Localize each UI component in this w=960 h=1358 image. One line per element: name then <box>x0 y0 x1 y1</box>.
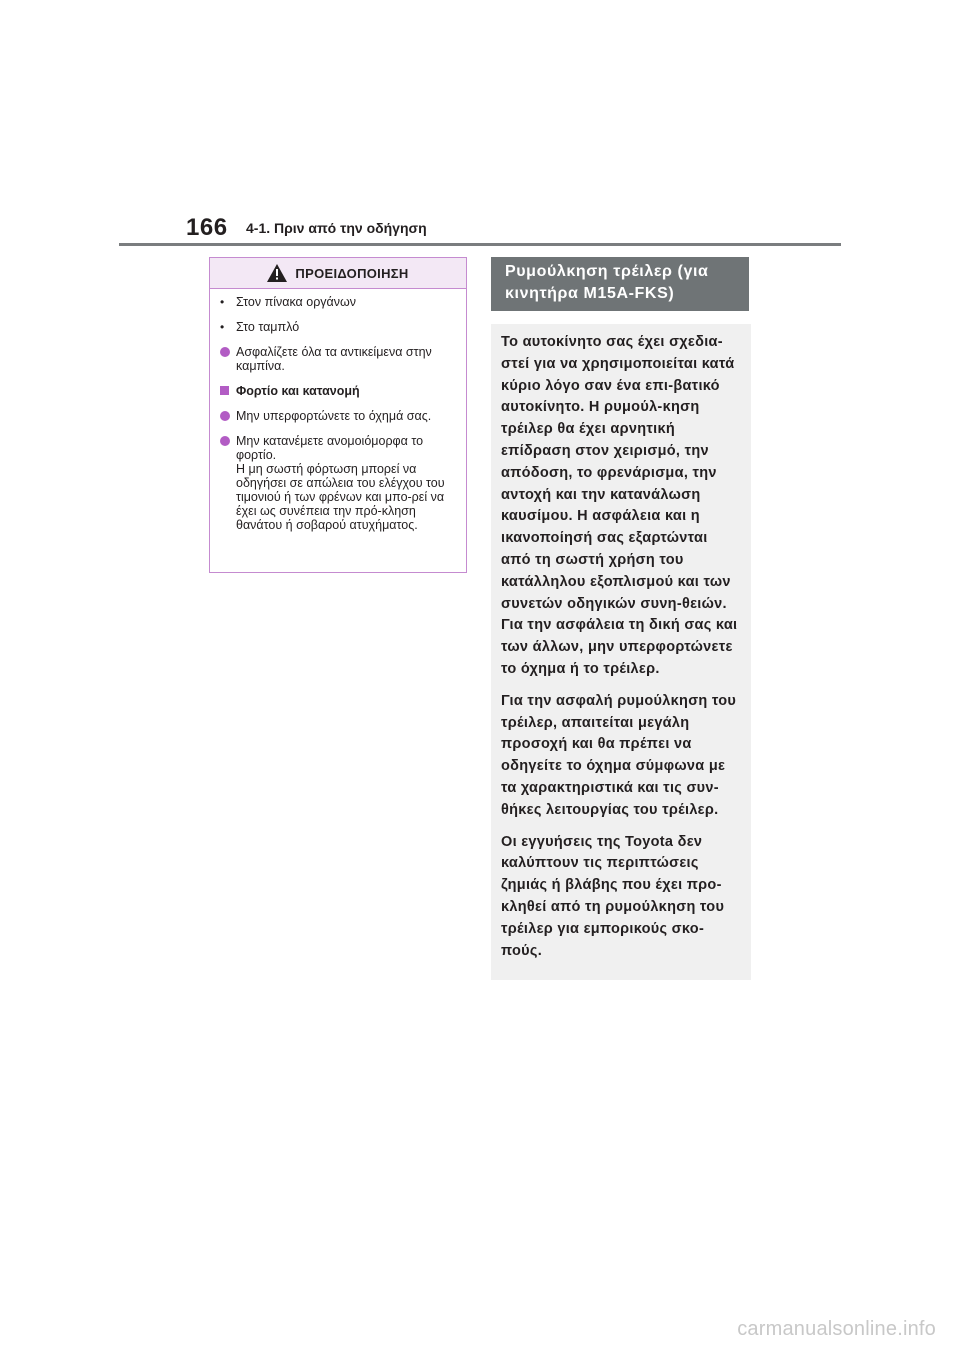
circle-marker-wrap <box>220 434 236 532</box>
topic-paragraph: Οι εγγυήσεις της Toyota δεν καλύπτουν τις περιπτώσεις ζημιάς ή βλάβης που έχει προ-κληθεί από τη ρυμούλκηση του τρέιλερ για εμπορικούς σκο-πούς. <box>501 833 725 959</box>
warning-triangle-icon <box>267 264 287 282</box>
warning-item <box>220 434 456 532</box>
square-marker-wrap <box>220 384 236 398</box>
footer-watermark: carmanualsonline.info <box>737 1318 936 1340</box>
warning-header <box>210 258 466 289</box>
circle-bullet-icon <box>220 436 230 446</box>
circle-marker-wrap <box>220 409 236 423</box>
warning-item-text: Στον πίνακα οργάνων <box>236 295 357 309</box>
warning-item <box>220 345 456 373</box>
topic-header: Ρυμούλκηση τρέιλερ (για κινητήρα M15A-FKS) <box>491 257 749 311</box>
circle-marker-wrap <box>220 345 236 373</box>
topic-box <box>491 324 751 980</box>
circle-bullet-icon <box>220 411 230 421</box>
topic-paragraph: Το αυτοκίνητο σας έχει σχεδια-στεί για να χρησιμοποιείται κατά κύριο λόγο σαν ένα επι-βατικό αυτοκίνητο. Η ρυμούλ-κηση τρέιλερ θα έχει αρνητική επίδραση στον χειρισμό, την απόδοση, το φρενάρισμα, την αντοχή και την κατανάλωση καυσίμου. Η ασφάλεια και η ικανοποίησή σας εξαρτώνται από τη σωστή χρήση του κατάλληλου εξοπλισμού και των συνετών οδηγικών συνη-θειών. Για την ασφάλεια τη δική σας και των άλλων, μην υπερφορτώνετε το όχημα ή το τρέιλερ. <box>501 334 738 677</box>
warning-box <box>209 257 467 573</box>
warning-item <box>220 320 456 334</box>
warning-item <box>220 295 456 309</box>
warning-title: ΠΡΟΕΙΔΟΠΟΙΗΣΗ <box>295 265 409 281</box>
warning-item-text: Στο ταμπλό <box>236 320 300 334</box>
square-bullet-icon <box>220 386 229 395</box>
header-divider <box>119 243 841 246</box>
warning-subheading <box>220 384 456 398</box>
warning-subheading-text: Φορτίο και κατανομή <box>236 384 360 398</box>
warning-item-text: Μην κατανέμετε ανομοιόμορφα το φορτίο. Η μη σωστή φόρτωση μπορεί να οδηγήσει σε απώλεια του ελέγχου του τιμονιού ή των φρένων και μπο-ρεί να έχει ως συνέπεια την πρό-κληση θανάτου ή σοβαρού ατυχήματος. <box>236 434 445 532</box>
topic-paragraph: Για την ασφαλή ρυμούλκηση του τρέιλερ, απαιτείται μεγάλη προσοχή και θα πρέπει να οδηγείτε το όχημα σύμφωνα με τα χαρακτηριστικά και τις συν-θήκες λειτουργίας του τρέιλερ. <box>501 692 737 818</box>
page-number: 166 <box>186 214 228 241</box>
warning-body <box>210 289 466 532</box>
warning-item <box>220 409 456 423</box>
section-title: 4-1. Πριν από την οδήγηση <box>246 220 427 236</box>
bullet-marker <box>220 295 236 309</box>
circle-bullet-icon <box>220 347 230 357</box>
bullet-marker <box>220 320 236 334</box>
warning-item-text: Ασφαλίζετε όλα τα αντικείμενα στην καμπίνα. <box>236 345 432 373</box>
warning-item-text: Μην υπερφορτώνετε το όχημά σας. <box>236 409 432 423</box>
